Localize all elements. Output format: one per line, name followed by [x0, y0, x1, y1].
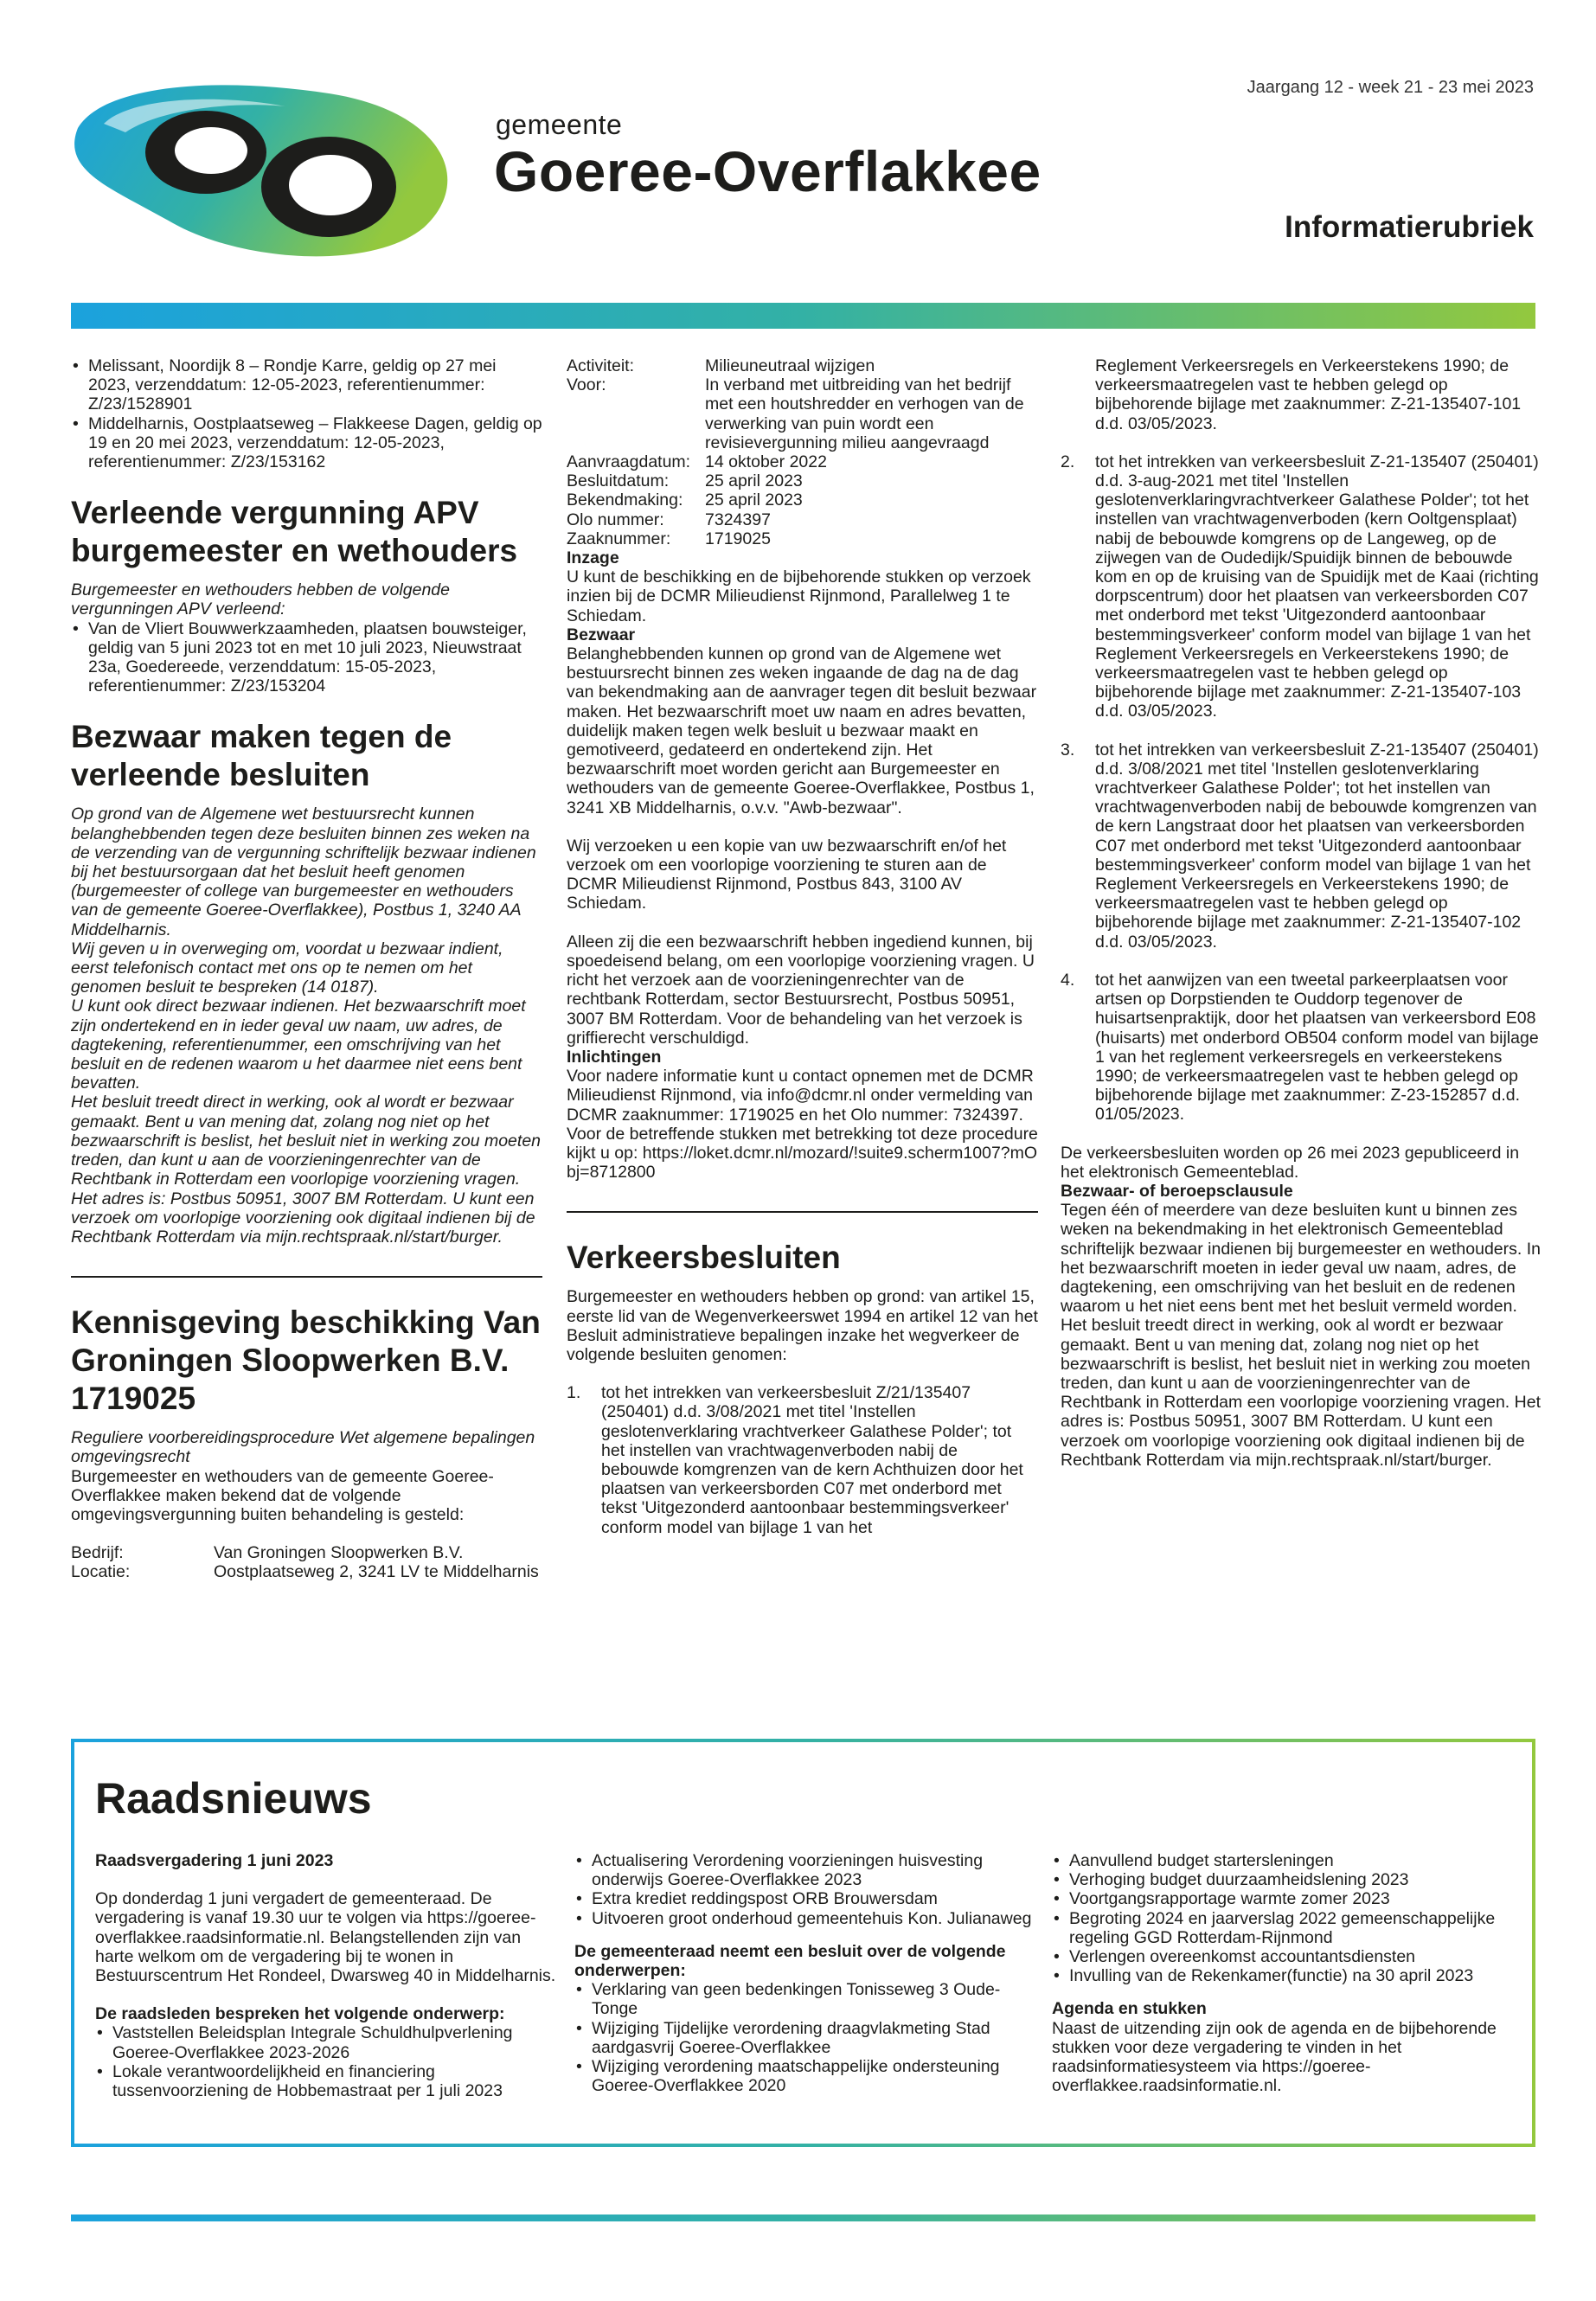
field-label: Besluitdatum:: [567, 471, 670, 491]
item-number: 3.: [1061, 740, 1075, 760]
field-label: Bedrijf:: [71, 1543, 124, 1563]
item-text: tot het intrekken van verkeersbesluit Z-21-135407 (250401) d.d. 3/08/2021 met titel 'Instellen geslotenverklaring vrachtverkeer Galathese Polder'; tot het instellen van vrachtwagenverboden nabij de bebouwde komgrenzen van de kern Langstraat door het plaatsen van verkeersborden C07 met onderbord met tekst 'Uitgezonderd aantoonbaar bestemmingsverkeer' conform model van bijlage 1 van het Reglement Verkeersregels en Verkeerstekens 1990; de verkeersmaatregelen vast te hebben gelegd op bijbehorende bijlage met zaaknummer: Z-21-135407-102 d.d. 03/05/2023.: [1095, 740, 1539, 952]
field-label: Voor:: [567, 375, 606, 395]
field-value: Milieuneutraal wijzigen: [705, 356, 875, 375]
bespreken-list: [95, 2023, 562, 2100]
list-item: • Wijziging Tijdelijke verordening draagvlakmeting Stad aardgasvrij Goeree-Overflakkee: [574, 2019, 1042, 2057]
list-item: • Van de Vliert Bouwwerkzaamheden, plaatsen bouwsteiger, geldig van 5 juni 2023 tot en met 10 juli 2023, Nieuwstraat 23a, Goedereede, verzenddatum: 15-05-2023, referentienummer: Z/23/153204: [71, 619, 542, 696]
bezwaar-paragraph: Op grond van de Algemene wet bestuursrecht kunnen belanghebbenden tegen deze besluiten binnen zes weken na de verzending van de vergunning schriftelijk bezwaar indienen bij het bestuursorgaan dat het besluit heeft genomen (burgemeester of college van burgemeester en wethouders van de gemeente Goeree-Overflakkee), Postbus 1, 3240 AA Middelharnis.: [71, 804, 536, 939]
list-item: • Begroting 2024 en jaarverslag 2022 gemeenschappelijke regeling GGD Rotterdam-Rijnmond: [1052, 1909, 1519, 1947]
item-number: 2.: [1061, 452, 1075, 471]
bezwaar-paragraph: Wij verzoeken u een kopie van uw bezwaarschrift en/of het verzoek om een voorlopige voorziening te sturen aan de DCMR Milieudienst Rijnmond, Postbus 843, 3100 AV Schiedam.: [567, 836, 1007, 913]
field-value: Oostplaatseweg 2, 3241 LV te Middelharnis: [214, 1562, 539, 1582]
municipality-logo: [69, 76, 467, 266]
verkeer-list-continued: [1061, 452, 1541, 1125]
section-rubric: Informatierubriek: [1285, 210, 1534, 244]
field-value: 25 april 2023: [705, 471, 803, 491]
issue-info: Jaargang 12 - week 21 - 23 mei 2023: [1247, 78, 1534, 97]
list-item: • Verhoging budget duurzaamheidslening 2023: [1052, 1870, 1519, 1889]
list-item: • Invulling van de Rekenkamer(functie) na 30 april 2023: [1052, 1966, 1519, 1985]
raadsnieuws-column-3: [1052, 1851, 1519, 2095]
kennisgeving-intro: Burgemeester en wethouders van de gemeente Goeree-Overflakkee maken bekend dat de volgende omgevingsvergunning buiten behandeling is gesteld:: [71, 1466, 494, 1524]
bezwaar-paragraph: Belanghebbenden kunnen op grond van de Algemene wet bestuursrecht binnen zes weken ingaande de dag na de dag van bekendmaking aan de aanvrager tegen dit besluit bezwaar maken. Het bezwaarschrift moet uw naam en adres bevatten, duidelijk maken tegen welk besluit u bezwaar maakt en gemotiveerd, gedateerd en ondertekend zijn. Het bezwaarschrift moet worden gericht aan Burgemeester en wethouders van de gemeente Goeree-Overflakkee, Postbus 1, 3241 XB Middelharnis, o.v.v. "Awb-bezwaar".: [567, 644, 1037, 817]
bezwaar-paragraph: U kunt ook direct bezwaar indienen. Het bezwaarschrift moet zijn ondertekend en in ieder geval uw naam, uw adres, de dagtekening, referentienummer, een omschrijving van het besluit en de redenen waarom u het daarmee niet eens bent bevatten.: [71, 997, 526, 1093]
item-number: 4.: [1061, 970, 1075, 990]
inzage-text: U kunt de beschikking en de bijbehorende stukken op verzoek inzien bij de DCMR Milieudienst Rijnmond, Parallelweg 1 te Schiedam.: [567, 567, 1031, 625]
list-item: [567, 1383, 1038, 1537]
item-text: tot het aanwijzen van een tweetal parkeerplaatsen voor artsen op Dorpstienden te Ouddorp tegenover de huisartsenpraktijk, door het plaatsen van verkeersbord E08 (huisarts) met onderbord OB504 conform model van bijlage 1 van het reglement verkeersregels en verkeerstekens 1990; de verkeersmaatregelen vast te hebben gelegd op bijbehorende bijlage met zaaknummer: Z-23-152857 d.d. 01/05/2023.: [1095, 970, 1539, 1125]
header-gemeente: gemeente: [496, 109, 623, 140]
item-number: 1.: [567, 1383, 581, 1403]
list-item: • Melissant, Noordijk 8 – Rondje Karre, geldig op 27 mei 2023, verzenddatum: 12-05-2023, referentienummer: Z/23/1528901: [71, 356, 542, 414]
agenda-heading: Agenda en stukken: [1052, 1999, 1207, 2019]
field-label: Locatie:: [71, 1562, 131, 1582]
bezwaar-paragraph: Wij geven u in overweging om, voordat u bezwaar indient, eerst telefonisch contact met ons op te nemen om het genomen besluit te bespreken (14 0187).: [71, 939, 503, 997]
column-3: [1061, 356, 1541, 1470]
list-item: • Actualisering Verordening voorzieningen huisvesting onderwijs Goeree-Overflakkee 2023: [574, 1851, 1042, 1889]
raadsnieuws-panel: [71, 1739, 1535, 2147]
column-1: [71, 356, 542, 1582]
field-label: Aanvraagdatum:: [567, 452, 691, 472]
footer-gradient-bar: [71, 2214, 1535, 2221]
bezwaar-heading: Bezwaar maken tegen de verleende besluiten: [71, 719, 452, 793]
header-org-name: Goeree-Overflakkee: [494, 139, 1042, 203]
permit-fields: [567, 356, 1038, 548]
bezwaar-clause-text: Tegen één of meerdere van deze besluiten kunt u binnen zes weken na bekendmaking in het elektronisch Gemeenteblad schriftelijk bezwaar indienen bij burgemeester en wethouders. In het bezwaarschrift moeten in ieder geval uw naam, adres, de dagtekening, een omschrijving van het besluit en de redenen waarom u het niet eens bent met het besluit vermeld worden. Het besluit treedt direct in werking, ook al wordt er bezwaar gemaakt. Bent u van mening dat, zolang nog niet op het bezwaarschrift is beslist, het besluit niet in werking zou moeten treden, dan kunt u aan de voorzieningenrechter van de Rechtbank in Rotterdam een voorlopige voorziening vragen. Het adres is: Postbus 50951, 3007 BM Rotterdam. U kunt een verzoek om voorlopige voorziening ook digitaal indienen bij de Rechtbank Rotterdam via mijn.rechtspraak.nl/start/burger.: [1061, 1201, 1541, 1470]
inlichtingen-heading: Inlichtingen: [567, 1047, 662, 1067]
section-divider: [567, 1211, 1038, 1213]
kennisgeving-fields: [71, 1543, 542, 1581]
list-item: • Lokale verantwoordelijkheid en financiering tussenvoorziening de Hobbemastraat per 1 juli 2023: [95, 2062, 562, 2100]
apv-lead: Burgemeester en wethouders hebben de volgende vergunningen APV verleend:: [71, 580, 450, 619]
list-item: • Vaststellen Beleidsplan Integrale Schuldhulpverlening Goeree-Overflakkee 2023-2026: [95, 2023, 562, 2061]
bespreken-list-continued: [574, 1851, 1042, 1928]
besluit-list-continued: [1052, 1851, 1519, 1985]
item-text: tot het intrekken van verkeersbesluit Z-21-135407 (250401) d.d. 3-aug-2021 met titel 'Instellen geslotenverklaringvrachtverkeer Galathese Polder'; tot het instellen van vrachtwagenverboden (kern Ooltgensplaat) nabij de bebouwde komgrens op de Langeweg, op de zijwegen van de Oudedijk/Spuidijk binnen de bebouwde kom en op de kruising van de Spuidijk met de Kaai (richting dorpscentrum) door het plaatsen van verkeersborden C07 met onderbord met tekst 'Uitgezonderd aantoonbaar bestemmingsverkeer' conform model van bijlage 1 van het Reglement Verkeersregels en Verkeerstekens 1990; de verkeersmaatregelen vast te hebben gelegd op bijbehorende bijlage met zaaknummer: Z-21-135407-103 d.d. 03/05/2023.: [1095, 452, 1539, 721]
apv-heading: Verleende vergunning APV burgemeester en wethouders: [71, 495, 518, 569]
agenda-text: Naast de uitzending zijn ook de agenda en de bijbehorende stukken voor deze vergadering te vinden in het raadsinformatiesysteem via https://goeree-overflakkee.raadsinformatie.nl.: [1052, 2018, 1497, 2096]
kennisgeving-lead: Reguliere voorbereidingsprocedure Wet algemene bepalingen omgevingsrecht: [71, 1428, 535, 1467]
list-item: [1061, 971, 1541, 1125]
field-label: Olo nummer:: [567, 510, 664, 529]
field-value: 14 oktober 2022: [705, 452, 827, 472]
list-item: • Verklaring van geen bedenkingen Tonisseweg 3 Oude-Tonge: [574, 1980, 1042, 2018]
bezwaar-clause-heading: Bezwaar- of beroepsclausule: [1061, 1181, 1293, 1201]
column-2: [567, 356, 1038, 1556]
field-value: Van Groningen Sloopwerken B.V.: [214, 1543, 464, 1563]
apv-list: [71, 619, 542, 696]
inlichtingen-link-text: Voor de betreffende stukken met betrekking tot deze procedure kijkt u op: https://loket.dcmr.nl/mozard/!suite9.scherm1007?mObj=8712800: [567, 1124, 1038, 1183]
field-label: Activiteit:: [567, 356, 635, 375]
header-gradient-bar: [71, 303, 1535, 329]
bezwaar-subheading: Bezwaar: [567, 625, 636, 644]
meeting-title: Raadsvergadering 1 juni 2023: [95, 1851, 334, 1870]
publication-note: De verkeersbesluiten worden op 26 mei 2023 gepubliceerd in het elektronisch Gemeenteblad.: [1061, 1143, 1520, 1182]
list-item: • Verlengen overeenkomst accountantsdiensten: [1052, 1947, 1519, 1966]
besluit-list: [574, 1980, 1042, 2095]
list-item: • Wijziging verordening maatschappelijke ondersteuning Goeree-Overflakkee 2020: [574, 2057, 1042, 2095]
continuation-text: Reglement Verkeersregels en Verkeerstekens 1990; de verkeersmaatregelen vast te hebben gelegd op bijbehorende bijlage met zaaknummer: Z-21-135407-101 d.d. 03/05/2023.: [1095, 356, 1522, 433]
raadsnieuws-column-2: [574, 1851, 1042, 2095]
bezwaar-paragraph: Het besluit treedt direct in werking, ook al wordt er bezwaar gemaakt. Bent u van mening dat, zolang nog niet op het bezwaarschrift is beslist, het besluit niet in werking zou moeten treden, dan kunt u aan de voorzieningenrechter van de Rechtbank in Rotterdam een voorlopige voorziening vragen. Het adres is: Postbus 50951, 3007 BM Rotterdam. U kunt een verzoek om voorlopige voorziening ook digitaal indienen bij de Rechtbank Rotterdam via mijn.rechtspraak.nl/start/burger.: [71, 1093, 542, 1247]
inzage-heading: Inzage: [567, 548, 619, 568]
verkeer-intro: Burgemeester en wethouders hebben op grond: van artikel 15, eerste lid van de Wegenverkeerswet 1994 en artikel 12 van het Besluit administratieve bepalingen inzake het wegverkeer de volgende besluiten genomen:: [567, 1287, 1038, 1364]
verkeer-heading: Verkeersbesluiten: [567, 1240, 841, 1276]
item-text: tot het intrekken van verkeersbesluit Z/21/135407 (250401) d.d. 3/08/2021 met titel 'Instellen geslotenverklaring vrachtverkeer Galathese Polder'; tot het instellen van vrachtwagenverboden nabij de bebouwde komgrenzen van de kern Achthuizen door het plaatsen van verkeersborden C07 met onderbord met tekst 'Uitgezonderd aantoonbaar bestemmingsverkeer' conform model van bijlage 1 van het: [601, 1383, 1023, 1537]
bespreken-heading: De raadsleden bespreken het volgende onderwerp:: [95, 2004, 505, 2024]
event-permit-list: [71, 356, 542, 471]
besluit-heading: De gemeenteraad neemt een besluit over de volgende onderwerpen:: [574, 1941, 1006, 1981]
list-item: • Aanvullend budget startersleningen: [1052, 1851, 1519, 1870]
verkeer-list: [567, 1383, 1038, 1537]
inlichtingen-text: Voor nadere informatie kunt u contact opnemen met de DCMR Milieudienst Rijnmond, via info@dcmr.nl onder vermelding van DCMR zaaknummer: 1719025 en het Olo nummer: 7324397.: [567, 1067, 1034, 1125]
bezwaar-paragraph: Alleen zij die een bezwaarschrift hebben ingediend kunnen, bij spoedeisend belang, om een voorlopige voorziening vragen. U richt het verzoek aan de voorzieningenrechter van de rechtbank Rotterdam, sector Bestuursrecht, Postbus 50951, 3007 BM Rotterdam. Voor de behandeling van het verzoek is griffierecht verschuldigd.: [567, 932, 1035, 1048]
raadsnieuws-column-1: [95, 1851, 562, 2100]
field-value: In verband met uitbreiding van het bedrijf met een houtshredder en verhogen van de verwerking van puin wordt een revisievergunning milieu aangevraagd: [705, 375, 1024, 452]
list-item: • Extra krediet reddingspost ORB Brouwersdam: [574, 1889, 1042, 1908]
list-item: [1061, 740, 1541, 952]
field-value: 25 april 2023: [705, 490, 803, 510]
raadsnieuws-heading: Raadsnieuws: [95, 1774, 372, 1823]
field-value: 1719025: [705, 529, 771, 548]
list-item: • Uitvoeren groot onderhoud gemeentehuis Kon. Julianaweg: [574, 1909, 1042, 1928]
field-value: 7324397: [705, 510, 771, 529]
field-label: Bekendmaking:: [567, 490, 683, 510]
kennisgeving-heading: Kennisgeving beschikking Van Groningen Sloopwerken B.V. 1719025: [71, 1304, 541, 1417]
meeting-text: Op donderdag 1 juni vergadert de gemeenteraad. De vergadering is vanaf 19.30 uur te volgen via https://goeree-overflakkee.raadsinformatie.nl. Belangstellenden zijn van harte welkom om de vergadering bij te wonen in Bestuurscentrum Het Rondeel, Dwarsweg 40 in Middelharnis.: [95, 1889, 556, 1986]
list-item: • Voortgangsrapportage warmte zomer 2023: [1052, 1889, 1519, 1908]
list-item: [1061, 452, 1541, 721]
section-divider: [71, 1276, 542, 1278]
bezwaar-text: [71, 804, 542, 1247]
field-label: Zaaknummer:: [567, 529, 671, 548]
list-item: • Middelharnis, Oostplaatseweg – Flakkeese Dagen, geldig op 19 en 20 mei 2023, verzenddatum: 12-05-2023, referentienummer: Z/23/153162: [71, 414, 542, 472]
